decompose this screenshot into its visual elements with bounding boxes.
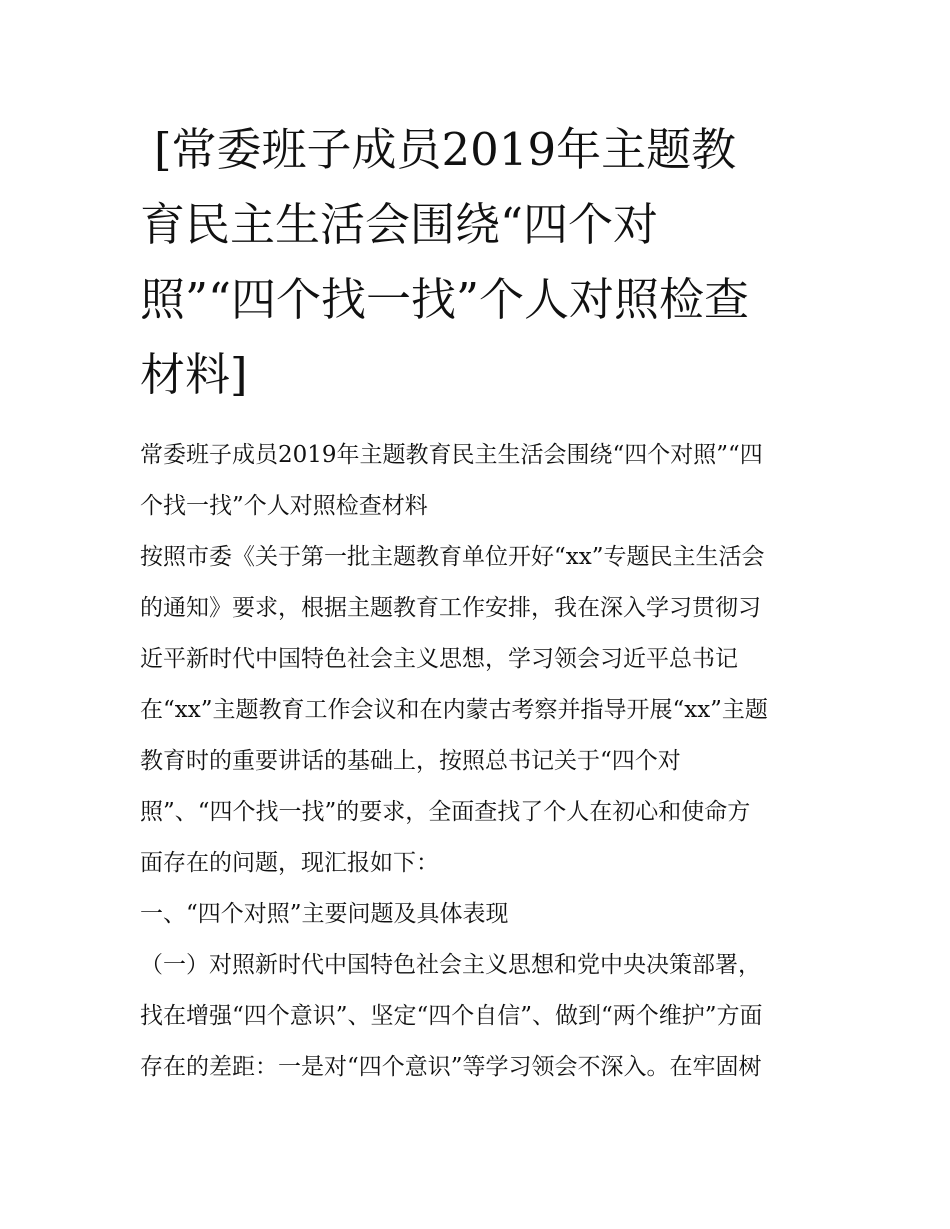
body-line: 的通知》要求，根据主题教育工作安排，我在深入学习贯彻习 [140, 595, 761, 621]
document-page [140, 112, 812, 1093]
body-line: 近平新时代中国特色社会主义思想，学习领会习近平总书记 [140, 646, 738, 672]
body-line: 常委班子成员2019年主题教育民主生活会围绕“四个对照”“四 [140, 442, 763, 468]
body-line: 存在的差距：一是对“四个意识”等学习领会不深入。在牢固树 [140, 1054, 762, 1080]
body-line: 在“xx”主题教育工作会议和在内蒙古考察并指导开展“xx”主题 [140, 697, 768, 723]
body-line: 个找一找”个人对照检查材料 [140, 493, 428, 519]
body-line: 面存在的问题，现汇报如下： [140, 850, 439, 876]
body-line: 按照市委《关于第一批主题教育单位开好“xx”专题民主生活会 [140, 544, 765, 570]
body-line: 教育时的重要讲话的基础上，按照总书记关于“四个对 [140, 748, 681, 774]
body-line: （一）对照新时代中国特色社会主义思想和党中央决策部署， [140, 952, 761, 978]
title-line: [常委班子成员2019年主题教 [154, 123, 737, 176]
title-line: 材料] [140, 348, 248, 401]
title-line: 照”“四个找一找”个人对照检查 [140, 273, 750, 326]
body-line: 照”、“四个找一找”的要求，全面查找了个人在初心和使命方 [140, 799, 751, 825]
title-line: 育民主生活会围绕“四个对 [140, 198, 659, 251]
section-heading: 一、“四个对照”主要问题及具体表现 [140, 901, 509, 927]
document-body [140, 430, 812, 1093]
body-line: 找在增强“四个意识”、坚定“四个自信”、做到“两个维护”方面 [140, 1003, 763, 1029]
document-title [140, 112, 812, 412]
